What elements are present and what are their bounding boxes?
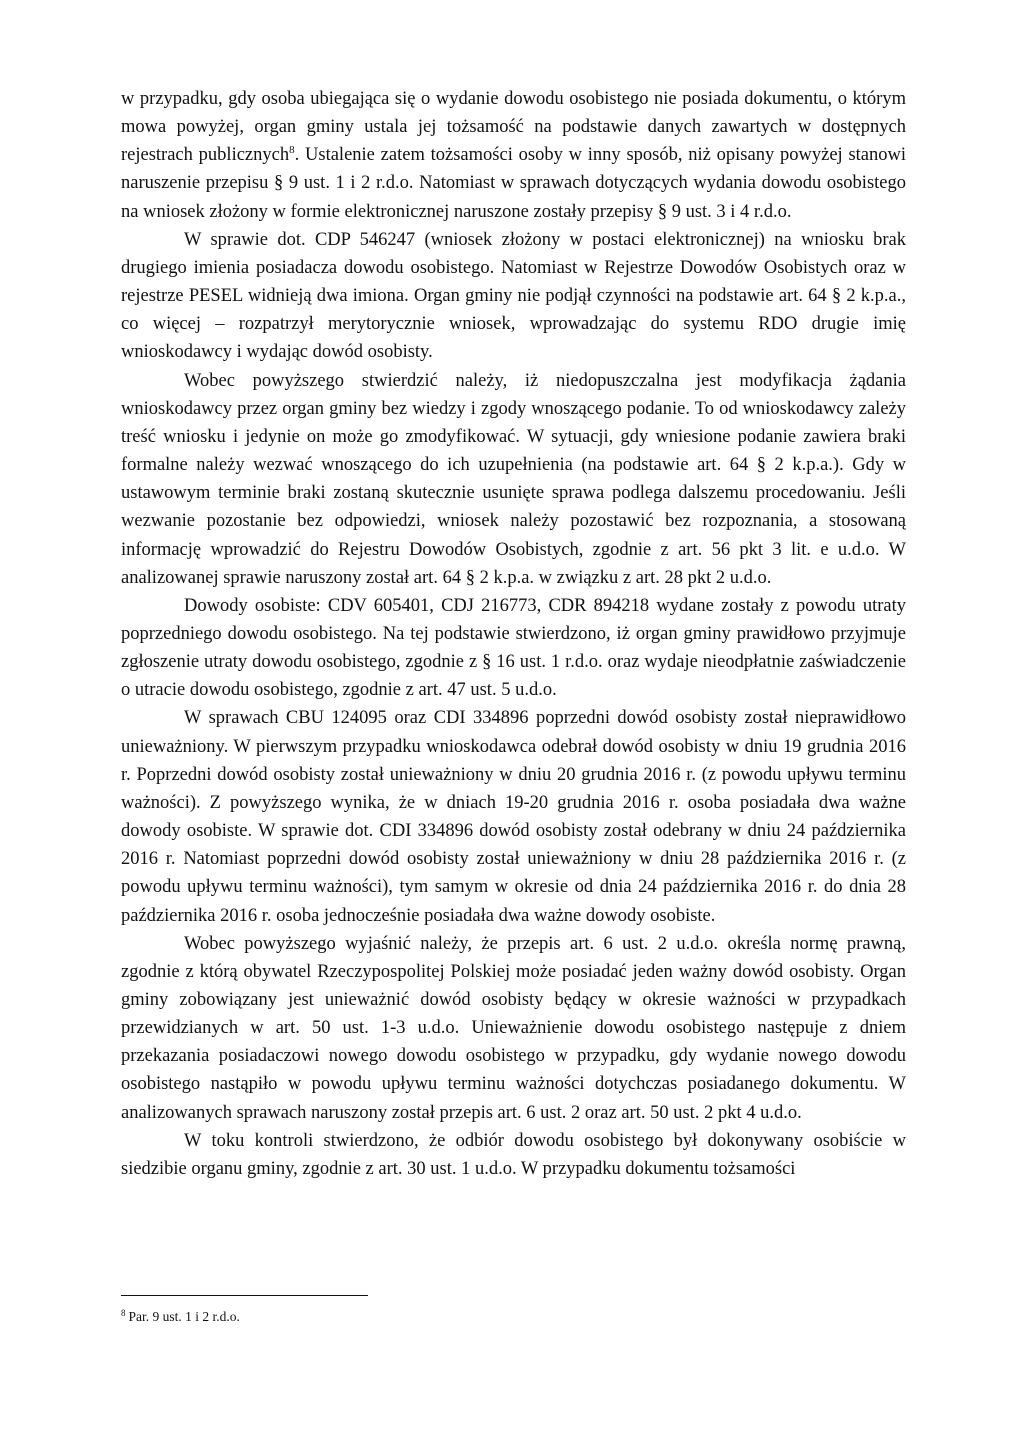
paragraph-1-text-b: . Ustalenie zatem tożsamości osoby w inny sposób, niż opisany powyżej stanowi naruszenie przepisu § 9 ust. 1 i 2 r.d.o. Natomiast w sprawach dotyczących wydania dowodu osobistego na wniosek złożony w formie elektronicznej naruszone zostały przepisy § 9 ust. 3 i 4 r.d.o. — [121, 145, 907, 222]
paragraph-3: Wobec powyższego stwierdzić należy, iż niedopuszczalna jest modyfikacja żądania wnioskodawcy przez organ gminy bez wiedzy i zgody wnoszącego podanie. To od wnioskodawcy zależy treść wniosku i jedynie on może go zmodyfikować. W sytuacji, gdy wniesione podanie zawiera braki formalne należy wezwać wnoszącego do ich uzupełnienia (na podstawie art. 64 § 2 k.p.a.). Gdy w ustawowym terminie braki zostaną skutecznie usunięte sprawa podlega dalszemu procedowaniu. Jeśli wezwanie pozostanie bez odpowiedzi, wniosek należy pozostawić bez rozpoznania, a stosowaną informację wprowadzić do Rejestru Dowodów Osobistych, zgodnie z art. 56 pkt 3 lit. e u.d.o. W analizowanej sprawie naruszony został art. 64 § 2 k.p.a. w związku z art. 28 pkt 2 u.d.o. — [121, 370, 906, 588]
footnote-text: Par. 9 ust. 1 i 2 r.d.o. — [128, 1309, 240, 1324]
paragraph-1 — [121, 85, 906, 226]
paragraph-2: W sprawie dot. CDP 546247 (wniosek złożony w postaci elektronicznej) na wniosku brak drugiego imienia posiadacza dowodu osobistego. Natomiast w Rejestrze Dowodów Osobistych oraz w rejestrze PESEL widnieją dwa imiona. Organ gminy nie podjął czynności na podstawie art. 64 § 2 k.p.a., co więcej – rozpatrzył merytorycznie wniosek, wprowadzając do systemu RDO drugie imię wnioskodawcy i wydając dowód osobisty. — [121, 229, 906, 363]
footnote-number: 8 — [121, 1307, 126, 1318]
paragraph-7: W toku kontroli stwierdzono, że odbiór dowodu osobistego był dokonywany osobiście w siedzibie organu gminy, zgodnie z art. 30 ust. 1 u.d.o. W przypadku dokumentu tożsamości — [121, 1130, 906, 1179]
paragraph-6: Wobec powyższego wyjaśnić należy, że przepis art. 6 ust. 2 u.d.o. określa normę prawną, zgodnie z którą obywatel Rzeczypospolitej Polskiej może posiadać jeden ważny dowód osobisty. Organ gminy zobowiązany jest unieważnić dowód osobisty będący w okresie ważności w przypadkach przewidzianych w art. 50 ust. 1-3 u.d.o. Unieważnienie dowodu osobistego następuje z dniem przekazania posiadaczowi nowego dowodu osobistego w przypadku, gdy wydanie nowego dowodu osobistego nastąpiło w powodu upływu terminu ważności dotychczas posiadanego dokumentu. W analizowanych sprawach naruszony został przepis art. 6 ust. 2 oraz art. 50 ust. 2 pkt 4 u.d.o. — [121, 933, 906, 1123]
main-text — [121, 85, 906, 1183]
paragraph-1-text-a: w przypadku, gdy osoba ubiegająca się o wydanie dowodu osobistego nie posiada dokumentu, o którym mowa powyżej, organ gminy ustala jej tożsamość na podstawie danych zawartych w dostępnych rejestrach publicznych — [121, 89, 906, 166]
footnote — [121, 1308, 240, 1326]
paragraph-5: W sprawach CBU 124095 oraz CDI 334896 poprzedni dowód osobisty został nieprawidłowo unieważniony. W pierwszym przypadku wnioskodawca odebrał dowód osobisty w dniu 19 grudnia 2016 r. Poprzedni dowód osobisty został unieważniony w dniu 20 grudnia 2016 r. (z powodu upływu terminu ważności). Z powyższego wynika, że w dniach 19-20 grudnia 2016 r. osoba posiadała dwa ważne dowody osobiste. W sprawie dot. CDI 334896 dowód osobisty został odebrany w dniu 24 października 2016 r. Natomiast poprzedni dowód osobisty został unieważniony w dniu 28 października 2016 r. (z powodu upływu terminu ważności), tym samym w okresie od dnia 24 października 2016 r. do dnia 28 października 2016 r. osoba jednocześnie posiadała dwa ważne dowody osobiste. — [121, 708, 906, 926]
paragraph-4: Dowody osobiste: CDV 605401, CDJ 216773, CDR 894218 wydane zostały z powodu utraty poprzedniego dowodu osobistego. Na tej podstawie stwierdzono, iż organ gminy prawidłowo przyjmuje zgłoszenie utraty dowodu osobistego, zgodnie z § 16 ust. 1 r.d.o. oraz wydaje nieodpłatnie zaświadczenie o utracie dowodu osobistego, zgodnie z art. 47 ust. 5 u.d.o. — [121, 595, 906, 701]
footnote-reference: 8 — [289, 144, 295, 157]
footnote-separator — [121, 1295, 368, 1296]
